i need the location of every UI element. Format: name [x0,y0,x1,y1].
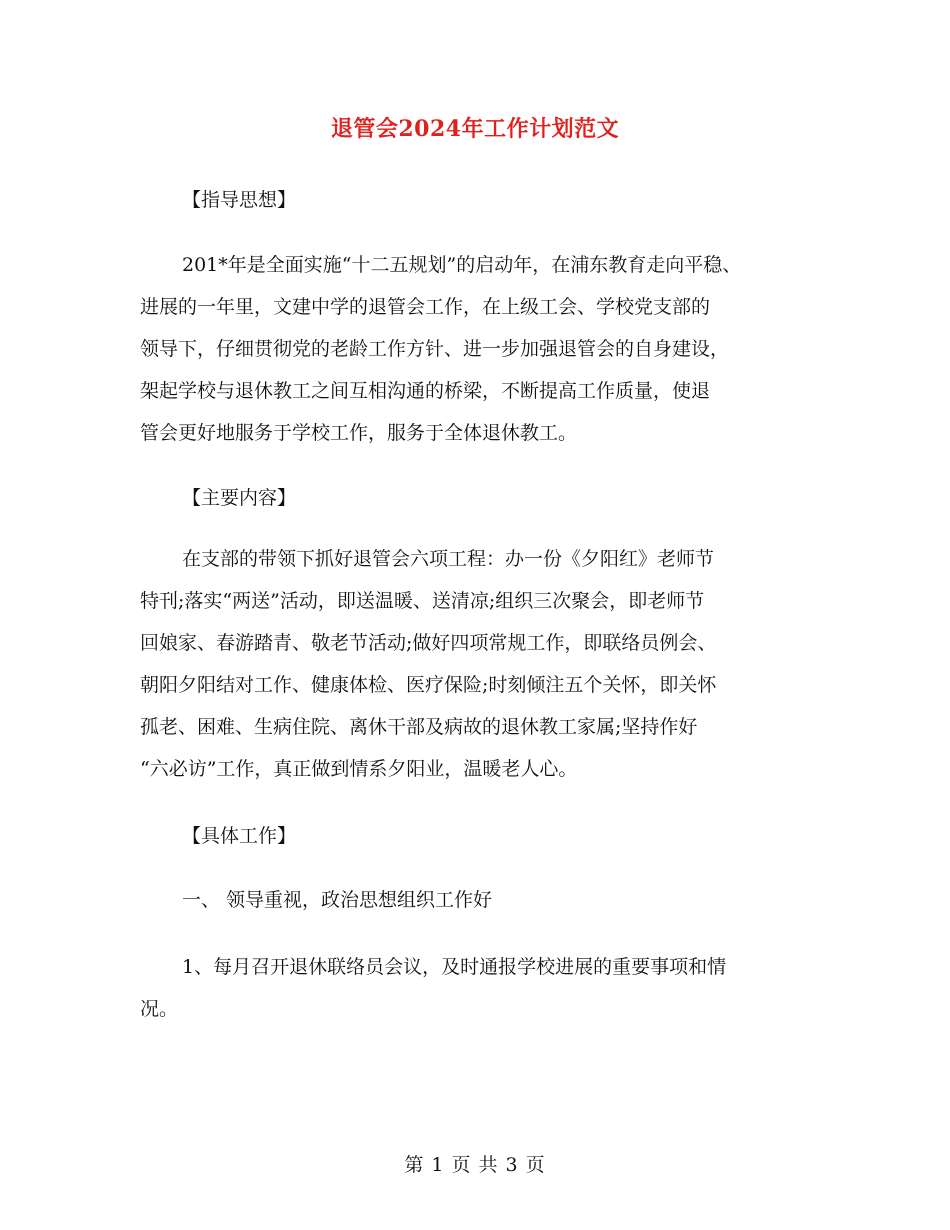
paragraph-content [140,538,820,790]
paragraph-line: “六必访”工作，真正做到情系夕阳业，温暖老人心。 [140,758,578,780]
paragraph-line: 领导下，仔细贯彻党的老龄工作方针、进一步加强退管会的自身建设， [140,338,730,360]
document-title: 退管会2024年工作计划范文 [330,116,620,142]
paragraph-line: 朝阳夕阳结对工作、健康体检、医疗保险;时刻倾注五个关怀，即关怀 [140,674,717,696]
paragraph-line: 特刊;落实“两送”活动，即送温暖、送清凉;组织三次聚会，即老师节 [140,590,705,612]
paragraph-line: 孤老、困难、生病住院、离休干部及病故的退休教工家属;坚持作好 [140,716,698,738]
paragraph-line: 201*年是全面实施“十二五规划”的启动年，在浦东教育走向平稳、 [182,254,742,276]
paragraph-line: 回娘家、春游踏青、敬老节活动;做好四项常规工作，即联络员例会、 [140,632,717,654]
paragraph-line: 架起学校与退休教工之间互相沟通的桥梁，不断提高工作质量，使退 [140,380,711,402]
paragraph-line: 在支部的带领下抓好退管会六项工程：办一份《夕阳红》老师节 [182,548,715,570]
paragraph-line: 管会更好地服务于学校工作，服务于全体退休教工。 [140,422,578,444]
sub-heading-leadership: 一、 领导重视，政治思想组织工作好 [182,889,493,911]
section-heading-work: 【具体工作】 [182,825,297,847]
paragraph-line: 1、每月召开退休联络员会议，及时通报学校进展的重要事项和情 [182,956,727,978]
page-footer: 第 1 页 共 3 页 [404,1154,546,1176]
section-heading-content: 【主要内容】 [182,487,297,509]
section-heading-guiding: 【指导思想】 [182,189,297,211]
paragraph-work-item-1 [140,946,820,1030]
paragraph-guiding [140,244,820,454]
paragraph-line: 况。 [140,998,179,1020]
paragraph-line: 进展的一年里，文建中学的退管会工作，在上级工会、学校党支部的 [140,296,711,318]
